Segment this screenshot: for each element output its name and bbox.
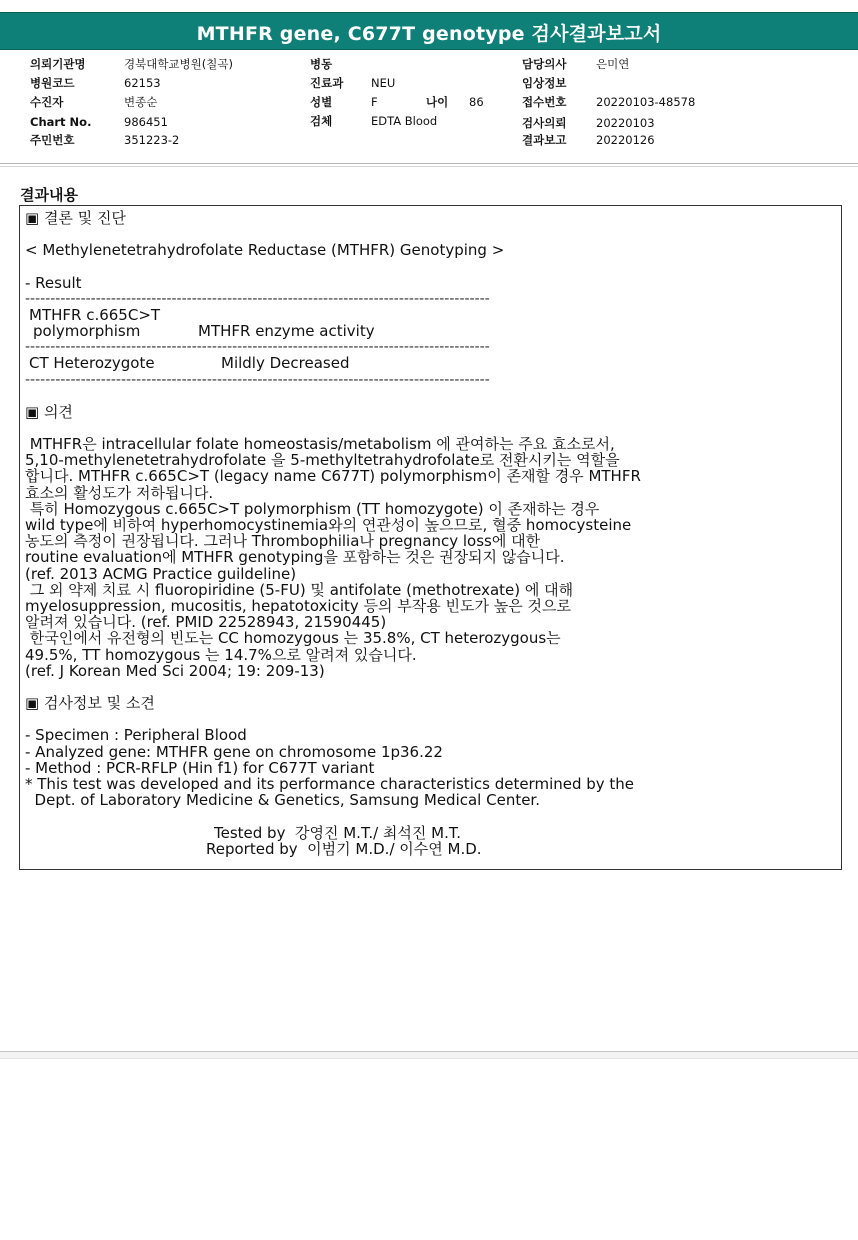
opinion-line: myelosuppression, mucositis, hepatotoxicity 등의 부작용 빈도가 높은 것으로 bbox=[25, 596, 571, 615]
header-info bbox=[0, 0, 858, 160]
opinion-line: wild type에 비하여 hyperhomocystinemia와의 연관성이 높으므로, 혈중 homocysteine bbox=[25, 516, 632, 534]
value-request-date: 20220103 bbox=[596, 116, 655, 130]
label-sex: 성별 bbox=[310, 95, 333, 109]
value-patient-name: 변종순 bbox=[124, 95, 158, 109]
info-line: - Specimen : Peripheral Blood bbox=[25, 726, 247, 745]
opinion-line: 49.5%, TT homozygous 는 14.7%으로 알려져 있습니다. bbox=[25, 645, 417, 664]
info-line: * This test was developed and its performance characteristics determined by the bbox=[25, 775, 635, 793]
opinion-line: 알려져 있습니다. (ref. PMID 22528943, 21590445) bbox=[25, 613, 387, 632]
opinion-line: (ref. J Korean Med Sci 2004; 19: 209-13) bbox=[25, 661, 325, 680]
label-department: 진료과 bbox=[310, 76, 344, 90]
value-age: 86 bbox=[469, 95, 484, 109]
label-clinical-info: 임상정보 bbox=[522, 76, 567, 90]
label-hospital-code: 병원코드 bbox=[30, 76, 75, 90]
label-request-date: 검사의뢰 bbox=[522, 116, 567, 130]
results-section-heading: 결과내용 bbox=[20, 186, 78, 204]
test-title: < Methylenetetrahydrofolate Reductase (MTHFR) Genotyping > bbox=[25, 241, 505, 260]
value-chart-no: 986451 bbox=[124, 115, 168, 129]
result-genotype: CT Heterozygote bbox=[29, 354, 155, 373]
result-label: - Result bbox=[25, 273, 82, 292]
info-heading: ▣ 검사정보 및 소견 bbox=[25, 694, 155, 713]
opinion-line: 효소의 활성도가 저하됩니다. bbox=[25, 483, 214, 502]
table-header-enzyme-activity: MTHFR enzyme activity bbox=[198, 322, 375, 341]
value-specimen: EDTA Blood bbox=[371, 114, 438, 128]
label-chart-no: Chart No. bbox=[30, 115, 92, 129]
result-table-header-2 bbox=[25, 323, 835, 339]
opinion-line: 그 외 약제 치료 시 fluoropiridine (5-FU) 및 antifolate (methotrexate) 에 대해 bbox=[25, 580, 574, 599]
value-sex: F bbox=[371, 95, 378, 109]
opinion-heading: ▣ 의견 bbox=[25, 402, 73, 421]
value-attending-physician: 은미연 bbox=[596, 57, 630, 71]
table-rule-bottom: -------------------------------------------------------------------------------------------- bbox=[25, 371, 490, 388]
info-line: - Method : PCR-RFLP (Hin f1) for C677T variant bbox=[25, 758, 375, 777]
value-hospital-code: 62153 bbox=[124, 76, 161, 90]
reported-by: Reported by 이범기 M.D./ 이수연 M.D. bbox=[206, 839, 482, 858]
value-department: NEU bbox=[371, 76, 396, 90]
table-header-polymorphism-line2: polymorphism bbox=[33, 322, 141, 341]
opinion-line: 한국인에서 유전형의 빈도는 CC homozygous 는 35.8%, CT heterozygous는 bbox=[25, 629, 561, 648]
label-patient-name: 수진자 bbox=[30, 95, 64, 109]
value-accession-number: 20220103-48578 bbox=[596, 95, 696, 109]
result-enzyme-activity: Mildly Decreased bbox=[221, 354, 350, 373]
conclusion-heading: ▣ 결론 및 진단 bbox=[25, 209, 126, 227]
label-resident-number: 주민번호 bbox=[30, 133, 75, 147]
label-attending-physician: 담당의사 bbox=[522, 57, 567, 71]
opinion-line: 합니다. MTHFR c.665C>T (legacy name C677T) polymorphism이 존재할 경우 MTHFR bbox=[25, 467, 641, 486]
result-table-header bbox=[25, 307, 835, 323]
result-table-row bbox=[25, 355, 835, 371]
value-requesting-institution: 경북대학교병원(칠곡) bbox=[124, 57, 233, 71]
report-title: MTHFR gene, C677T genotype 검사결과보고서 bbox=[196, 23, 662, 45]
opinion-line: MTHFR은 intracellular folate homeostasis/metabolism 에 관여하는 주요 효소로서, bbox=[25, 435, 615, 454]
results-content bbox=[25, 210, 835, 857]
tested-by: Tested by 강영진 M.T./ 최석진 M.T. bbox=[214, 823, 462, 842]
opinion-line: 농도의 측정이 권장됩니다. 그러나 Thrombophilia나 pregnancy loss에 대한 bbox=[25, 532, 541, 551]
label-age: 나이 bbox=[426, 95, 449, 109]
page-break-rule-lower bbox=[0, 1058, 858, 1059]
label-report-date: 결과보고 bbox=[522, 133, 567, 147]
label-ward: 병동 bbox=[310, 57, 333, 71]
info-line: Dept. of Laboratory Medicine & Genetics, Samsung Medical Center. bbox=[25, 791, 540, 810]
value-report-date: 20220126 bbox=[596, 133, 655, 147]
opinion-line: 5,10-methylenetetrahydrofolate 을 5-methyltetrahydrofolate로 전환시키는 역할을 bbox=[25, 451, 620, 470]
table-rule-top: -------------------------------------------------------------------------------------------- bbox=[25, 290, 490, 307]
results-box bbox=[19, 205, 842, 870]
value-resident-number: 351223-2 bbox=[124, 133, 180, 147]
label-accession-number: 접수번호 bbox=[522, 95, 567, 109]
label-requesting-institution: 의뢰기관명 bbox=[30, 57, 86, 71]
label-specimen: 검체 bbox=[310, 114, 333, 128]
opinion-line: routine evaluation에 MTHFR genotyping을 포함하는 것은 권장되지 않습니다. bbox=[25, 548, 565, 567]
table-rule-middle: -------------------------------------------------------------------------------------------- bbox=[25, 339, 490, 356]
opinion-line: (ref. 2013 ACMG Practice guildeline) bbox=[25, 564, 297, 583]
info-line: - Analyzed gene: MTHFR gene on chromosome 1p36.22 bbox=[25, 742, 443, 761]
page-break-rule bbox=[0, 1051, 858, 1052]
opinion-line: 특히 Homozygous c.665C>T polymorphism (TT homozygote) 이 존재하는 경우 bbox=[25, 499, 600, 518]
table-header-polymorphism-line1: MTHFR c.665C>T bbox=[29, 305, 161, 324]
header-divider-shadow bbox=[0, 166, 858, 167]
header-divider bbox=[0, 163, 858, 164]
